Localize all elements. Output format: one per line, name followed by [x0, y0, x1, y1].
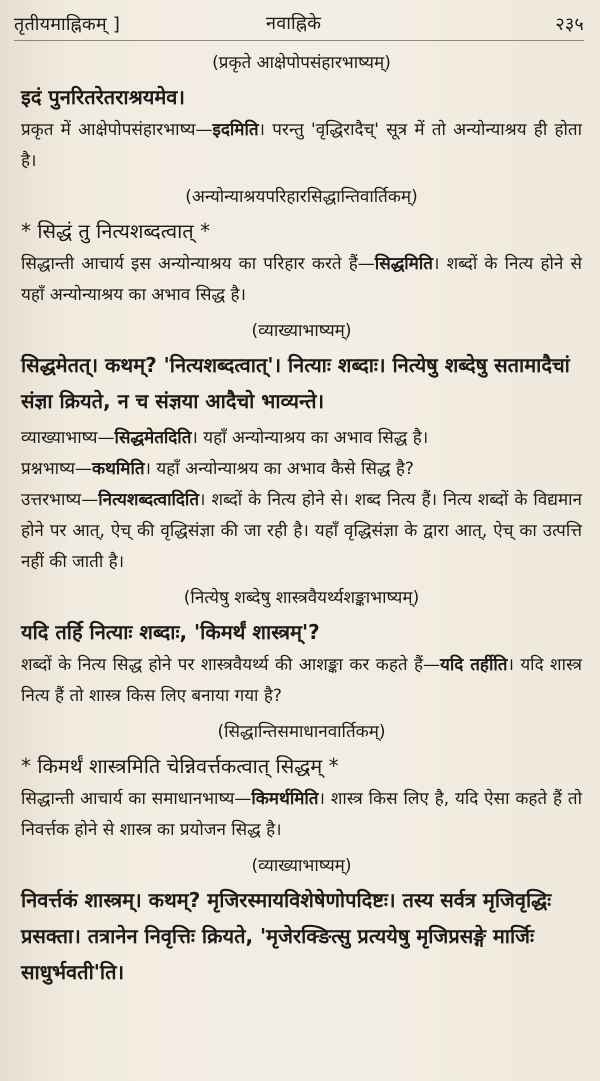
commentary-paragraph [21, 650, 582, 712]
commentary-paragraph [21, 115, 582, 177]
paragraph-text: । यहाँ अन्योन्याश्रय का अभाव सिद्ध है। [191, 428, 429, 448]
paragraph-text: शब्दों के नित्य सिद्ध होने पर शास्त्रवैयर्थ्य की आशङ्का कर कहते हैं— [21, 655, 440, 675]
sutra-line: निवर्त्तकं शास्त्रम्। कथम्? मृजिरस्मायविशेषेणोपदिष्टः। तस्य सर्वत्र मृजिवृद्धिः प्रसक्ता। तत्रानेन निवृत्तिः क्रियते, 'मृजेरक्ङित्सु प्रत्ययेषु मृजिप्रसङ्गे मार्जिः साधुर्भवती'ति। [21, 888, 552, 984]
paragraph-text: सिद्धान्ती आचार्य इस अन्योन्याश्रय का परिहार करते हैं— [21, 254, 375, 274]
paragraph-text: । शब्दों के नित्य होने से यहाँ अन्योन्याश्रय का अभाव सिद्ध है। [21, 254, 582, 305]
paragraph-text: प्रकृत में आक्षेपोपसंहारभाष्य— [21, 120, 213, 140]
paragraph-text: । यहाँ अन्योन्याश्रय का अभाव कैसे सिद्ध है? [144, 459, 414, 479]
paragraph-text: सिद्धान्ती आचार्य का समाधानभाष्य— [21, 789, 252, 809]
paragraph-text: प्रश्नभाष्य— [21, 459, 92, 479]
paragraph-text: । शास्त्र किस लिए है, यदि ऐसा कहते हैं तो निवर्त्तक होने से शास्त्र का प्रयोजन सिद्ध है। [21, 789, 582, 840]
header-left: तृतीयमाह्निकम् ] [14, 14, 121, 35]
paragraph-text: । यदि शास्त्र नित्य हैं तो शास्त्र किस लिए बनाया गया है? [21, 655, 582, 706]
page-header [14, 8, 584, 41]
section-heading: (सिद्धान्तिसमाधानवार्तिकम्) [217, 722, 386, 742]
header-center: नवाह्निके [266, 13, 322, 34]
sutra-line: यदि तर्हि नित्याः शब्दाः, 'किमर्थं शास्त्रम्'? [21, 620, 320, 644]
paragraph-text: । शब्दों के नित्य होने से। शब्द नित्य हैं। नित्य शब्दों के विद्यमान होने पर आत्, ऐच् की वृद्धिसंज्ञा की जा रही है। यहाँ वृद्धिसंज्ञा के द्वारा आत्, ऐच् का उत्पत्ति नहीं की जाती है। [21, 490, 582, 572]
paragraph-bold-term: कथमिति [91, 459, 145, 479]
commentary-paragraph [21, 423, 582, 454]
page-body [21, 47, 582, 990]
section-heading: (प्रकृते आक्षेपोपसंहारभाष्यम्) [212, 53, 391, 73]
sutra-line: इदं पुनरितरेतराश्रयमेव। [21, 85, 185, 109]
section-heading: (व्याख्याभाष्यम्) [251, 321, 352, 341]
vartika-line: * किमर्थं शास्त्रमिति चेन्निवर्त्तकत्वात् सिद्धम् * [21, 754, 339, 778]
paragraph-text: व्याख्याभाष्य— [21, 428, 115, 448]
commentary-paragraph [21, 784, 582, 846]
paragraph-bold-term: सिद्धमिति [374, 254, 433, 274]
commentary-paragraph [21, 249, 582, 311]
vartika-line: * सिद्धं तु नित्यशब्दत्वात् * [21, 219, 211, 243]
section-heading: (अन्योन्याश्रयपरिहारसिद्धान्तिवार्तिकम्) [185, 187, 418, 207]
section-heading: (व्याख्याभाष्यम्) [251, 856, 352, 876]
paragraph-bold-term: इदमिति [212, 120, 259, 140]
paragraph-bold-term: किमर्थमिति [251, 789, 319, 809]
commentary-paragraph [21, 454, 582, 485]
sutra-line: सिद्धमेतत्। कथम्? 'नित्यशब्दत्वात्'। नित्याः शब्दाः। नित्येषु शब्देषु सतामादैचां संज्ञा क्रियते, न च संज्ञया आदैचो भाव्यन्ते। [21, 353, 570, 413]
paragraph-bold-term: नित्यशब्दत्वादिति [98, 490, 200, 510]
page-number: २३५ [555, 14, 584, 35]
paragraph-text: उत्तरभाष्य— [21, 490, 99, 510]
paragraph-bold-term: सिद्धमेतदिति [114, 428, 192, 448]
paragraph-text: । परन्तु 'वृद्धिरादैच्' सूत्र में तो अन्योन्याश्रय ही होता है। [21, 120, 583, 171]
commentary-paragraph [21, 485, 582, 578]
section-heading: (नित्येषु शब्देषु शास्त्रवैयर्थ्यशङ्काभाष्यम्) [183, 588, 420, 608]
paragraph-bold-term: यदि तर्हीति [440, 655, 508, 675]
